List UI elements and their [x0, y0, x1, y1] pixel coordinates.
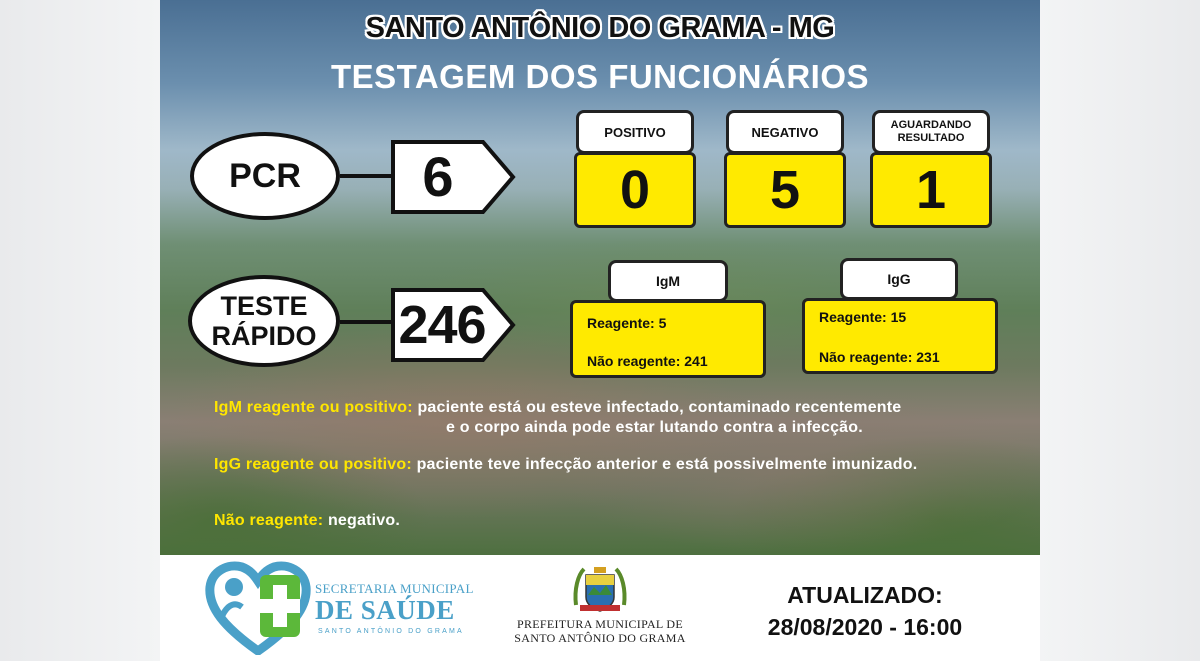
legend-igm: [214, 399, 901, 417]
health-logo-line3: SANTO ANTÔNIO DO GRAMA: [318, 628, 464, 635]
pcr-awaiting-header: AGUARDANDO RESULTADO: [872, 110, 990, 154]
pcr-negative-header: NEGATIVO: [726, 110, 844, 154]
igm-results-box: [570, 300, 766, 378]
updated-label: ATUALIZADO:: [787, 582, 943, 608]
igm-header: IgM: [608, 260, 728, 302]
legend-non-reagent-key: Não reagente:: [214, 512, 324, 529]
pcr-connector: [340, 174, 392, 178]
rapid-total: 246: [398, 295, 486, 355]
infographic-panel: [160, 0, 1040, 555]
rapid-test-label-oval: [188, 275, 340, 367]
igg-non-reagent: Não reagente: 231: [819, 349, 940, 365]
left-margin: [0, 0, 160, 661]
legend-igm-text2: e o corpo ainda pode estar lutando contra a infecção.: [446, 419, 863, 436]
health-logo-line1: SECRETARIA MUNICIPAL: [315, 581, 474, 596]
pcr-positive-value: 0: [574, 152, 696, 228]
legend-igm-continued: [446, 419, 863, 437]
pcr-awaiting-value: 1: [870, 152, 992, 228]
pcr-positive-header: POSITIVO: [576, 110, 694, 154]
igm-non-reagent: Não reagente: 241: [587, 353, 708, 369]
legend-igg-text: paciente teve infecção anterior e está possivelmente imunizado.: [416, 456, 918, 473]
igg-reagent: Reagente: 15: [819, 309, 907, 325]
igm-reagent: Reagente: 5: [587, 315, 667, 331]
rapid-test-label-line1: TESTE: [220, 291, 308, 321]
pcr-total: 6: [422, 145, 454, 208]
page-title: TESTAGEM DOS FUNCIONÁRIOS: [330, 58, 870, 95]
municipal-coat-of-arms-icon: [570, 565, 630, 615]
igg-results-box: [802, 298, 998, 374]
prefeitura-line2: SANTO ANTÔNIO DO GRAMA: [514, 631, 686, 645]
pcr-negative-value: 5: [724, 152, 846, 228]
health-logo-line2: DE SAÚDE: [315, 595, 455, 625]
pcr-label-oval: [190, 132, 340, 220]
legend-non-reagent: [214, 512, 400, 530]
igg-header: IgG: [840, 258, 958, 300]
legend-igm-text1: paciente está ou esteve infectado, contaminado recentemente: [417, 399, 902, 416]
legend-igg-key: IgG reagente ou positivo:: [214, 456, 412, 473]
rapid-test-label-line2: RÁPIDO: [211, 321, 317, 351]
health-secretariat-logo-icon: [204, 561, 312, 655]
right-margin: [1040, 0, 1200, 661]
city-title: SANTO ANTÔNIO DO GRAMA - MG: [365, 12, 835, 44]
legend-non-reagent-text: negativo.: [327, 512, 400, 529]
updated-timestamp: 28/08/2020 - 16:00: [767, 614, 963, 640]
legend-igg: [214, 456, 917, 474]
prefeitura-line1: PREFEITURA MUNICIPAL DE: [516, 617, 684, 631]
rapid-connector: [340, 320, 392, 324]
pcr-label: PCR: [229, 156, 301, 195]
legend-igm-key: IgM reagente ou positivo:: [214, 399, 413, 416]
